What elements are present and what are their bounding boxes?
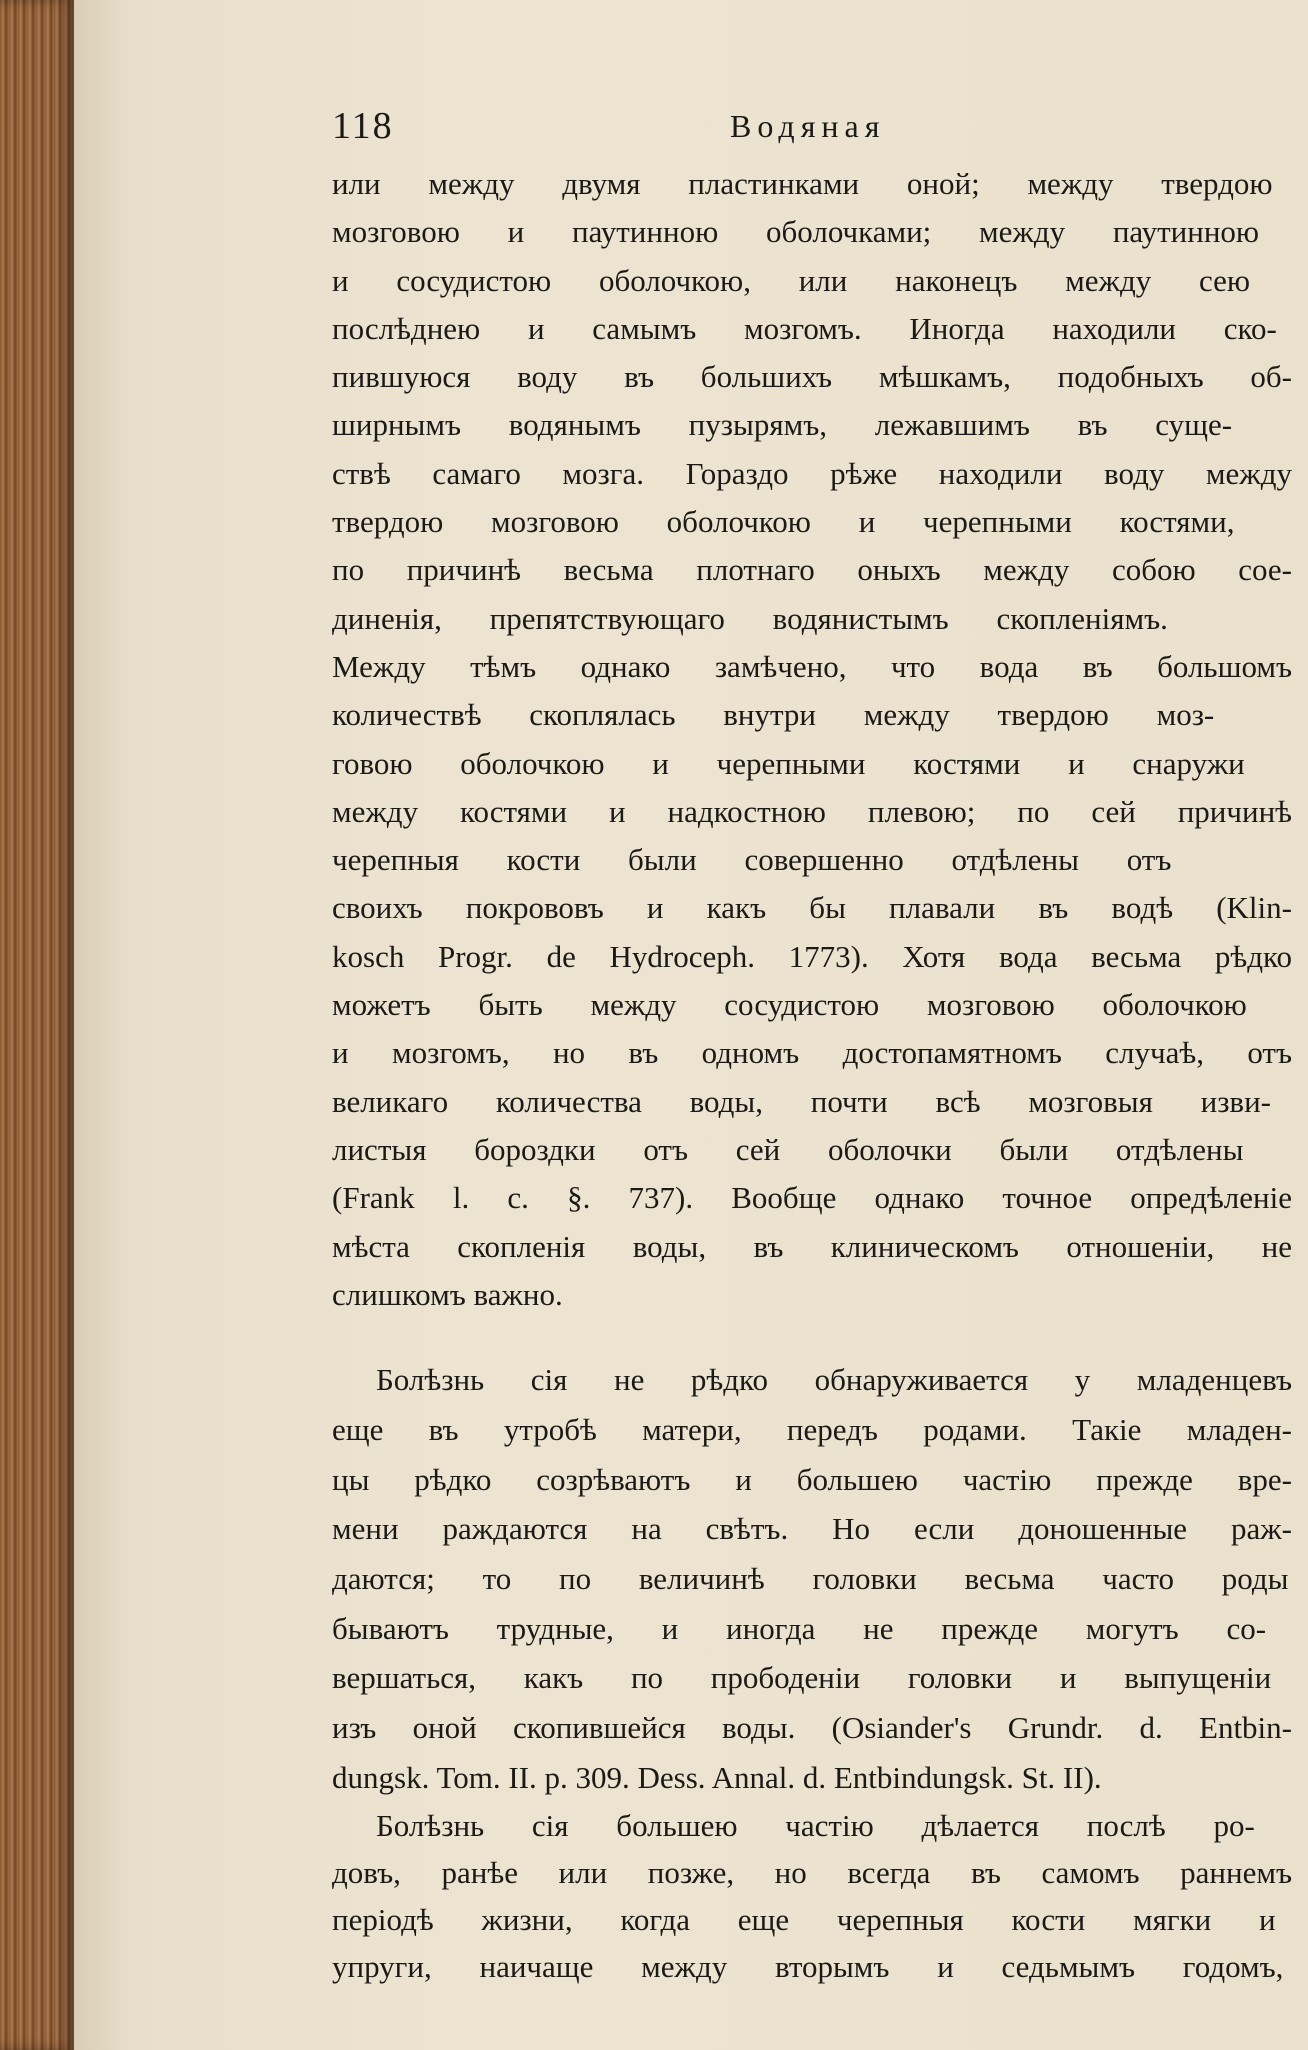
- text-line: Между тѣмъ однако замѣчено, что вода въ большомъ: [332, 648, 1292, 684]
- text-line: говою оболочкою и черепными костями и снаружи: [332, 745, 1245, 781]
- text-line: еще въ утробѣ матери, передъ родами. Такіе младен-: [332, 1411, 1292, 1447]
- paragraph-1: [332, 160, 1292, 1319]
- text-line: (Frank l. c. §. 737). Вообще однако точное опредѣленіе: [332, 1180, 1292, 1216]
- text-line: упруги, наичаще между вторымъ и седьмымъ годомъ,: [332, 1949, 1284, 1985]
- text-line: можетъ быть между сосудистою мозговою оболочкою: [332, 987, 1247, 1023]
- text-line: между костями и надкостною плевою; по сей причинѣ: [332, 793, 1292, 829]
- text-line: твердою мозговою оболочкою и черепными костями,: [332, 504, 1235, 540]
- book-page-edge: [0, 0, 74, 2050]
- text-line: вершаться, какъ по прободеніи головки и выпущеніи: [332, 1660, 1272, 1696]
- text-line: даются; то по величинѣ головки весьма часто роды: [332, 1560, 1289, 1596]
- text-line: ствѣ самаго мозга. Гораздо рѣже находили воду между: [332, 455, 1292, 491]
- text-line: цы рѣдко созрѣваютъ и большею частію прежде вре-: [332, 1461, 1292, 1497]
- text-line: періодѣ жизни, когда еще черепныя кости мягки и: [332, 1902, 1276, 1938]
- text-line: и мозгомъ, но въ одномъ достопамятномъ случаѣ, отъ: [332, 1035, 1292, 1071]
- text-line: своихъ покрововъ и какъ бы плавали въ водѣ (Klin-: [332, 890, 1292, 926]
- text-line: количествѣ скоплялась внутри между твердою моз-: [332, 697, 1215, 733]
- running-head: Водяная: [730, 108, 886, 144]
- text-line: диненія, препятствующаго водянистымъ скопленіямъ.: [332, 600, 1168, 636]
- text-line: бываютъ трудные, и иногда не прежде могутъ со-: [332, 1610, 1267, 1646]
- page-header: [332, 104, 1282, 164]
- text-line: пившуюся воду въ большихъ мѣшкамъ, подобныхъ об-: [332, 359, 1292, 395]
- paragraph-2: [332, 1355, 1292, 1802]
- body-text: [332, 160, 1292, 1990]
- text-line: мени раждаются на свѣтъ. Но если доношенные раж-: [332, 1511, 1292, 1547]
- text-line: ширнымъ водянымъ пузырямъ, лежавшимъ въ суще-: [332, 407, 1233, 443]
- text-line: черепныя кости были совершенно отдѣлены отъ: [332, 842, 1172, 878]
- text-line: Болѣзнь сія не рѣдко обнаруживается у младенцевъ: [376, 1362, 1292, 1398]
- text-line: kosch Progr. de Hydroceph. 1773). Хотя вода весьма рѣдко: [332, 938, 1292, 974]
- text-line: листыя бороздки отъ сей оболочки были отдѣлены: [332, 1131, 1244, 1167]
- paragraph-gap: [332, 1319, 1292, 1355]
- text-line: и сосудистою оболочкою, или наконецъ между сею: [332, 262, 1251, 298]
- page-number: 118: [332, 105, 394, 147]
- text-line: довъ, ранѣе или позже, но всегда въ самомъ раннемъ: [332, 1855, 1292, 1891]
- text-line: великаго количества воды, почти всѣ мозговыя изви-: [332, 1083, 1271, 1119]
- text-line: или между двумя пластинками оной; между твердою: [332, 166, 1273, 201]
- text-line: по причинѣ весьма плотнаго оныхъ между собою сое-: [332, 552, 1292, 588]
- text-line: Болѣзнь сія большею частію дѣлается послѣ ро-: [376, 1808, 1255, 1844]
- text-line: мѣста скопленія воды, въ клиническомъ отношеніи, не: [332, 1228, 1292, 1264]
- paragraph-3: [332, 1802, 1292, 1990]
- text-line: слишкомъ важно.: [332, 1276, 563, 1312]
- text-line: мозговою и паутинною оболочками; между паутинною: [332, 214, 1260, 250]
- text-line: dungsk. Tom. II. p. 309. Dess. Annal. d. Entbindungsk. St. II).: [332, 1759, 1102, 1795]
- text-line: послѣднею и самымъ мозгомъ. Иногда находили ско-: [332, 310, 1277, 346]
- text-line: изъ оной скопившейся воды. (Osiander's Grundr. d. Entbin-: [332, 1709, 1292, 1745]
